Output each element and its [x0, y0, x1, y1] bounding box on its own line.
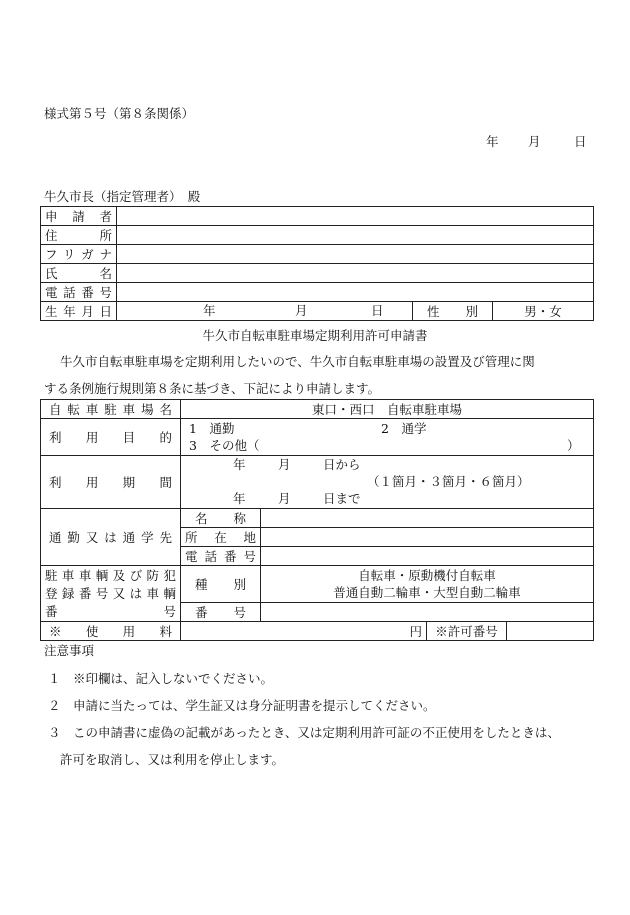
vehicle-label-line-3: 番号: [45, 603, 176, 619]
period-to-month: 月: [278, 491, 291, 506]
vehicle-type-option-2[interactable]: 普通自動二輪車・大型自動二輪車: [333, 585, 521, 600]
period-to-day: 日まで: [323, 491, 361, 506]
document-title: 牛久市自転車駐車場定期利用許可申請書: [202, 328, 428, 343]
date-year: 年: [486, 134, 499, 149]
furigana-field[interactable]: [117, 245, 594, 264]
destination-label: 通勤又は通学先: [41, 509, 181, 566]
purpose-field[interactable]: [181, 419, 594, 456]
period-options[interactable]: （１箇月・３箇月・６箇月）: [367, 474, 530, 489]
sex-label: 性 別: [413, 302, 493, 321]
address-field[interactable]: [117, 226, 594, 245]
purpose-close: ）: [567, 438, 580, 453]
intro-line-2: する条例施行規則第８条に基づき、下記により申請します。: [44, 381, 381, 396]
main-table: [40, 399, 594, 641]
birth-month: 月: [295, 303, 308, 318]
birth-year: 年: [203, 303, 216, 318]
destination-phone-field[interactable]: [261, 547, 594, 566]
note-item-1: １ ※印欄は、記入しないでください。: [48, 671, 274, 686]
note-item-3: ３ この申請書に虚偽の記載があったとき、又は定期利用許可証の不正使用をしたときは、: [48, 725, 560, 740]
applicant-field[interactable]: [117, 207, 594, 226]
vehicle-label: [41, 566, 181, 622]
name-field[interactable]: [117, 264, 594, 283]
vehicle-type-field[interactable]: [261, 566, 594, 603]
vehicle-type-label: 種 別: [181, 566, 261, 603]
purpose-label: 利用目的: [41, 419, 181, 456]
destination-location-field[interactable]: [261, 528, 594, 547]
vehicle-label-line-2: 登録番号又は車輌: [45, 585, 176, 601]
applicant-table: [40, 206, 594, 321]
fee-field: [181, 622, 427, 641]
birthdate-field[interactable]: [117, 302, 413, 321]
phone-label: 電話番号: [41, 283, 117, 302]
vehicle-label-line-1: 駐車車輌及び防犯: [45, 567, 176, 583]
destination-phone-label: 電話番号: [181, 547, 261, 566]
parking-label: 自転車駐車場名: [41, 400, 181, 419]
sex-value[interactable]: 男・女: [493, 302, 594, 321]
applicant-label: 申 請 者: [41, 207, 117, 226]
period-from-year: 年: [233, 457, 246, 472]
fee-label: ※使用料: [41, 622, 181, 641]
period-from-day: 日から: [323, 457, 361, 472]
destination-location-label: 所在地: [181, 528, 261, 547]
furigana-label: フリガナ: [41, 245, 117, 264]
addressee: 牛久市長（指定管理者） 殿: [44, 189, 201, 204]
date-month: 月: [528, 134, 541, 149]
vehicle-number-field[interactable]: [261, 603, 594, 622]
period-field[interactable]: [181, 456, 594, 509]
phone-field[interactable]: [117, 283, 594, 302]
period-label: 利用期間: [41, 456, 181, 509]
address-label: 住 所: [41, 226, 117, 245]
purpose-school[interactable]: 2 通学: [381, 421, 427, 436]
birth-day: 日: [371, 303, 384, 318]
parking-value[interactable]: 東口・西口 自転車駐車場: [181, 400, 594, 419]
form-number: 様式第５号（第８条関係）: [44, 106, 195, 121]
intro-line-1: 牛久市自転車駐車場を定期利用したいので、牛久市自転車駐車場の設置及び管理に関: [60, 354, 535, 369]
permit-label: ※許可番号: [427, 622, 507, 641]
vehicle-type-option-1[interactable]: 自転車・原動機付自転車: [358, 568, 496, 583]
name-label: 氏 名: [41, 264, 117, 283]
vehicle-number-label: 番 号: [181, 603, 261, 622]
period-to-year: 年: [233, 491, 246, 506]
notes-heading: 注意事項: [44, 643, 95, 658]
note-item-2: ２ 申請に当たっては、学生証又は身分証明書を提示してください。: [48, 698, 436, 713]
fee-unit: 円: [409, 623, 422, 639]
birthdate-label: 生年月日: [41, 302, 117, 321]
destination-name-field[interactable]: [261, 509, 594, 528]
destination-name-label: 名 称: [181, 509, 261, 528]
purpose-commute[interactable]: 1 通勤: [189, 421, 235, 436]
permit-number-field: [507, 622, 594, 641]
note-item-3-continued: 許可を取消し、又は利用を停止します。: [60, 752, 285, 767]
period-from-month: 月: [278, 457, 291, 472]
date-day: 日: [574, 134, 587, 149]
purpose-other[interactable]: 3 その他（: [189, 438, 260, 453]
